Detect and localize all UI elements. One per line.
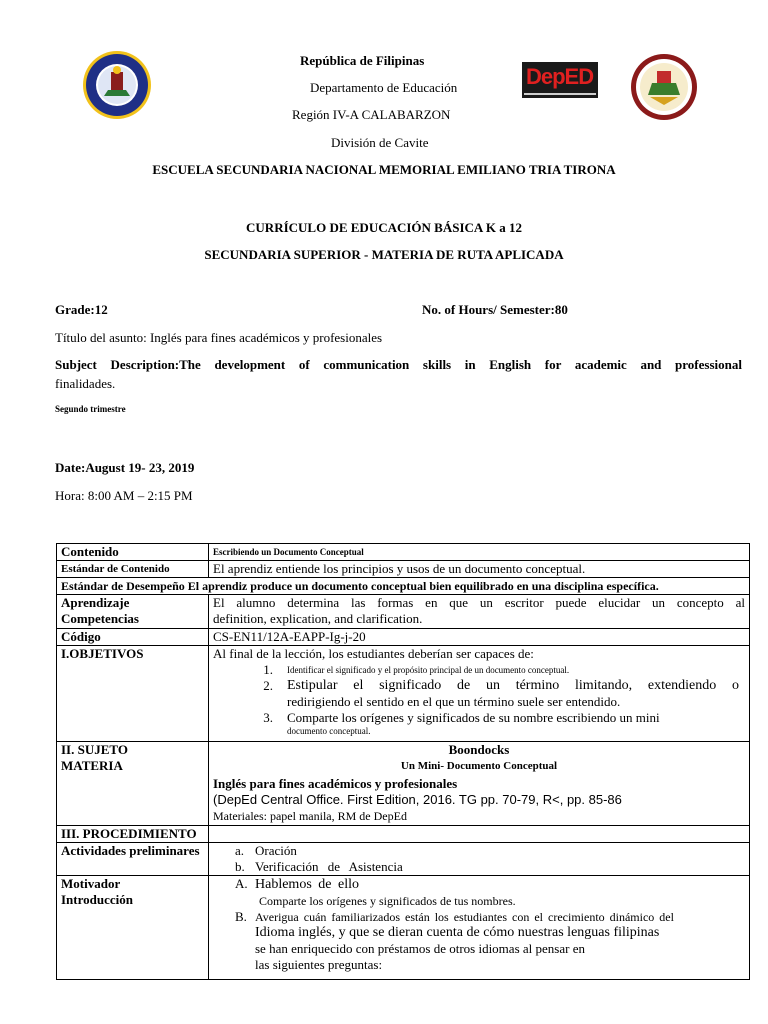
objective-2 <box>213 678 745 710</box>
objective-2-num: 2. <box>263 678 273 693</box>
row-objetivos <box>57 646 750 742</box>
actividad-a-letter: a. <box>235 843 245 858</box>
motivador-content <box>209 876 750 980</box>
sujeto-reference: (DepEd Central Office. First Edition, 2016. TG pp. 70-79, R<, pp. 85-86 <box>213 792 622 807</box>
header-division: División de Cavite <box>331 135 429 150</box>
school-name: ESCUELA SECUNDARIA NACIONAL MEMORIAL EMILIANO TRIA TIRONA <box>152 162 616 177</box>
row-motivador <box>57 876 750 980</box>
aprendizaje-label-1: Aprendizaje <box>61 595 130 610</box>
subject-description-label: Subject Description: <box>55 357 180 372</box>
motivador-b-text-1: Averigua cuán familiarizados están los estudiantes con el crecimiento dinámico del <box>255 910 674 924</box>
motivador-b-text-2: Idioma inglés, y que se dieran cuenta de cómo nuestras lenguas filipinas <box>255 925 660 940</box>
sujeto-subtitle: Un Mini- Documento Conceptual <box>400 760 558 772</box>
aprendizaje-label <box>57 595 209 629</box>
actividades-content <box>209 843 750 876</box>
estandar-desempeno: Estándar de Desempeño El aprendiz produce un documento conceptual bien equilibrado en una disciplina específica. <box>57 578 750 595</box>
date-label: Date:August 19- 23, 2019 <box>55 460 195 475</box>
sujeto-title: Boondocks <box>448 742 510 757</box>
grade-label: Grade:12 <box>55 302 108 317</box>
row-estandar-contenido <box>57 561 750 578</box>
deped-logo <box>522 62 598 98</box>
header-region: Región IV-A CALABARZON <box>292 107 451 122</box>
objective-2-text-a: Estipular el significado de un término limitando, extendiendo o <box>287 678 739 693</box>
actividad-a <box>213 843 745 859</box>
motivador-a-text: Hablemos de ello <box>255 877 359 892</box>
sujeto-label-1: II. SUJETO <box>61 742 128 757</box>
actividad-b-letter: b. <box>235 859 245 874</box>
objective-2-text-b: redirigiendo el sentido en el que un término suele ser entendido. <box>287 694 621 709</box>
header-department: Departamento de Educación <box>310 80 458 95</box>
aprendizaje-value <box>209 595 750 629</box>
republic-seal-logo <box>82 50 152 120</box>
objetivos-content <box>209 646 750 742</box>
estandar-contenido-value: El aprendiz entiende los principios y usos de un documento conceptual. <box>209 561 750 578</box>
actividad-b <box>213 859 745 875</box>
curriculum-subtitle: SECUNDARIA SUPERIOR - MATERIA DE RUTA APLICADA <box>204 247 564 262</box>
motivador-a-letter: A. <box>235 876 248 891</box>
row-procedimiento <box>57 826 750 843</box>
row-estandar-desempeno <box>57 578 750 595</box>
row-codigo <box>57 629 750 646</box>
motivador-a <box>213 876 745 893</box>
objective-3-text-a: Comparte los orígenes y significados de su nombre escribiendo un mini <box>287 710 660 725</box>
sujeto-materials: Materiales: papel manila, RM de DepEd <box>213 809 407 823</box>
contenido-value: Escribiendo un Documento Conceptual <box>209 544 750 561</box>
row-sujeto <box>57 742 750 826</box>
subject-title: Título del asunto: Inglés para fines académicos y profesionales <box>55 330 383 345</box>
codigo-label: Código <box>57 629 209 646</box>
sujeto-label-2: MATERIA <box>61 758 123 773</box>
motivador-label-1: Motivador <box>61 876 121 891</box>
objective-3-num: 3. <box>263 710 273 725</box>
objective-3 <box>213 710 745 736</box>
aprendizaje-value-1: El alumno determina las formas en que un escritor puede elucidar un concepto al <box>213 595 745 610</box>
subject-description-text: The development of communication skills in English for academic and professional <box>179 357 742 372</box>
motivador-a-sub: Comparte los orígenes y significados de tus nombres. <box>259 894 516 908</box>
codigo-value: CS-EN11/12A-EAPP-Ig-j-20 <box>209 629 750 646</box>
objetivos-intro: Al final de la lección, los estudiantes deberían ser capaces de: <box>213 646 534 661</box>
time-label: Hora: 8:00 AM – 2:15 PM <box>55 488 193 503</box>
motivador-b-text-4: las siguientes preguntas: <box>255 957 383 972</box>
objetivos-label: I.OBJETIVOS <box>57 646 209 742</box>
sujeto-label <box>57 742 209 826</box>
motivador-b-text-3: se han enriquecido con préstamos de otros idiomas al pensar en <box>255 941 585 956</box>
subject-description <box>55 357 742 373</box>
school-seal-logo <box>630 53 698 121</box>
actividad-a-text: Oración <box>255 843 297 858</box>
procedimiento-label: III. PROCEDIMIENTO <box>57 826 209 843</box>
subject-description-cont: finalidades. <box>55 376 116 391</box>
aprendizaje-value-2: definition, explication, and clarification. <box>213 611 423 626</box>
row-contenido <box>57 544 750 561</box>
sujeto-course: Inglés para fines académicos y profesionales <box>213 776 458 791</box>
actividades-label: Actividades preliminares <box>57 843 209 876</box>
procedimiento-empty <box>209 826 750 843</box>
sujeto-content <box>209 742 750 826</box>
actividad-b-text: Verificación de Asistencia <box>255 859 403 874</box>
header-republic: República de Filipinas <box>300 53 425 68</box>
row-aprendizaje <box>57 595 750 629</box>
curriculum-title: CURRÍCULO DE EDUCACIÓN BÁSICA K a 12 <box>246 220 522 235</box>
objective-1-num: 1. <box>263 662 273 677</box>
aprendizaje-label-2: Competencias <box>61 611 139 626</box>
motivador-label-2: Introducción <box>61 892 133 907</box>
motivador-b <box>213 909 745 925</box>
term-label: Segundo trimestre <box>55 404 126 414</box>
objective-3-text-b: documento conceptual. <box>287 726 371 736</box>
objective-1 <box>213 662 745 678</box>
hours-label: No. of Hours/ Semester:80 <box>422 302 568 317</box>
row-actividades <box>57 843 750 876</box>
estandar-contenido-label: Estándar de Contenido <box>57 561 209 578</box>
objective-1-text: Identificar el significado y el propósito principal de un documento conceptual. <box>287 665 570 675</box>
lesson-table <box>56 543 750 980</box>
deped-logo-text: DepED <box>526 64 594 89</box>
contenido-label: Contenido <box>57 544 209 561</box>
motivador-b-letter: B. <box>235 909 247 924</box>
motivador-label <box>57 876 209 980</box>
